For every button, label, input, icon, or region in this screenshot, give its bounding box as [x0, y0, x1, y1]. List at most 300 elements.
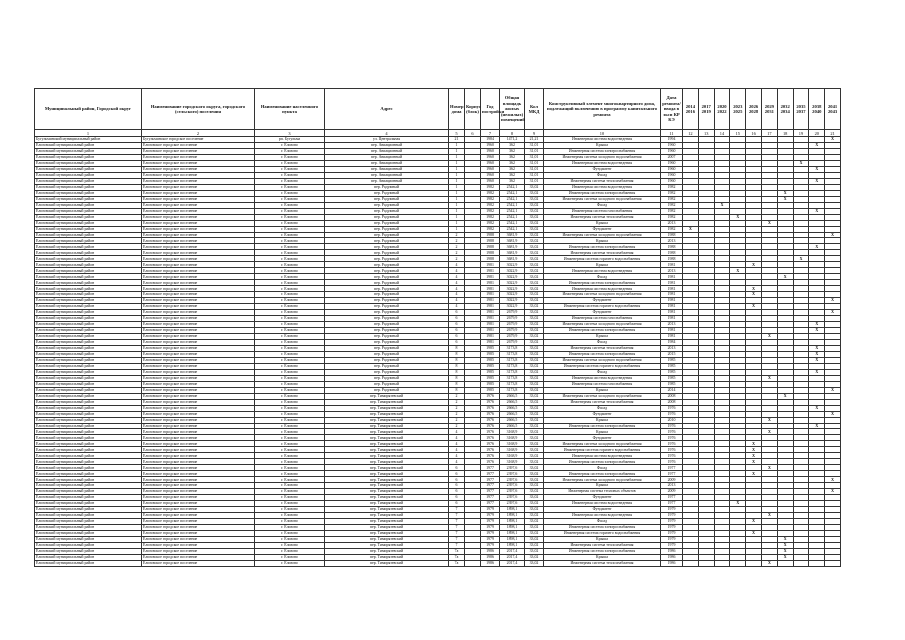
table-cell: Крыша	[544, 333, 661, 339]
column-header: Муниципальный район, Городской округ	[35, 89, 142, 130]
table-cell: 33,02	[525, 310, 544, 316]
table-cell: 33,02	[525, 292, 544, 298]
table-cell: 33,02	[525, 495, 544, 501]
table-cell: Инженерная система горячего водоснабжения	[544, 447, 661, 453]
table-cell: пер. Тимирязевский	[325, 483, 449, 489]
table-cell: 1982	[481, 214, 500, 220]
column-number: 11	[661, 130, 683, 137]
table-cell: пер. Тимирязевский	[325, 548, 449, 554]
table-cell: 1985	[661, 375, 683, 381]
table-cell: пер. Тимирязевский	[325, 519, 449, 525]
period-mark: X	[761, 429, 777, 435]
table-cell: Елизовский муниципальный район	[35, 142, 142, 148]
table-cell: 4	[449, 447, 465, 453]
table-cell: 33,02	[525, 208, 544, 214]
table-cell: 2008	[661, 399, 683, 405]
table-cell: 1	[449, 202, 465, 208]
table-cell: 1	[449, 148, 465, 154]
table-cell: пер. Тимирязевский	[325, 465, 449, 471]
table-cell: 2397,6	[500, 483, 525, 489]
table-cell: Елизовский муниципальный район	[35, 483, 142, 489]
table-cell: 1	[449, 190, 465, 196]
table-cell: 1985	[481, 363, 500, 369]
table-cell: 7а	[449, 560, 465, 566]
table-cell: г. Елизово	[255, 226, 325, 232]
table-cell: 7	[449, 513, 465, 519]
table-cell: 1	[449, 154, 465, 160]
table-cell: 2	[449, 250, 465, 256]
table-cell: 1960	[481, 142, 500, 148]
table-cell: пер. Тимирязевский	[325, 471, 449, 477]
table-cell: Елизовское городское поселение	[142, 423, 255, 429]
table-cell: Инженерная система электроснабжения	[544, 280, 661, 286]
table-cell: 1960	[481, 154, 500, 160]
table-cell: 31,01	[525, 160, 544, 166]
table-cell: 1979	[661, 507, 683, 513]
table-cell: 33,02	[525, 536, 544, 542]
period-mark: X	[793, 160, 809, 166]
table-cell: Елизовское городское поселение	[142, 536, 255, 542]
period-mark: X	[746, 286, 762, 292]
table-cell: 1471,2	[500, 137, 525, 143]
period-cell	[730, 560, 746, 566]
table-cell: 1985	[481, 381, 500, 387]
table-cell: 33,02	[525, 399, 544, 405]
table-cell: Елизовское городское поселение	[142, 322, 255, 328]
table-cell: 4	[449, 292, 465, 298]
table-cell: 2542,1	[500, 208, 525, 214]
table-cell: 7	[449, 536, 465, 542]
table-cell: Елизовский муниципальный район	[35, 495, 142, 501]
table-cell: Инженерная система теплоснабжения	[544, 250, 661, 256]
table-cell: 1981	[661, 292, 683, 298]
table-cell: 1960	[661, 160, 683, 166]
table-cell: 3022,9	[500, 274, 525, 280]
table-cell: пер. Радужный	[325, 333, 449, 339]
table-cell: г. Елизово	[255, 435, 325, 441]
table-cell: 2009	[661, 477, 683, 483]
table-cell: г. Елизово	[255, 154, 325, 160]
period-mark: X	[809, 322, 825, 328]
table-cell: 1977	[481, 489, 500, 495]
table-cell: г. Елизово	[255, 160, 325, 166]
period-mark: X	[746, 471, 762, 477]
column-header: Наименование населенного пункта	[255, 89, 325, 130]
table-cell: г. Елизово	[255, 501, 325, 507]
table-cell: Инженерная система электроснабжения	[544, 524, 661, 530]
table-cell: Фасад	[544, 339, 661, 345]
table-cell: 3173,8	[500, 387, 525, 393]
period-mark: X	[809, 208, 825, 214]
table-cell: пер. Авиационный	[325, 178, 449, 184]
period-mark: X	[809, 423, 825, 429]
table-cell: Елизовский муниципальный район	[35, 489, 142, 495]
table-cell: Елизовское городское поселение	[142, 548, 255, 554]
table-cell: Елизовское городское поселение	[142, 530, 255, 536]
period-mark: X	[777, 274, 793, 280]
table-cell: 1988	[481, 250, 500, 256]
table-cell: г. Елизово	[255, 274, 325, 280]
table-cell: пер. Авиационный	[325, 148, 449, 154]
table-cell: Елизовское городское поселение	[142, 489, 255, 495]
table-cell: 7а	[449, 554, 465, 560]
period-mark: X	[809, 328, 825, 334]
table-cell: 31,01	[525, 148, 544, 154]
table-cell: пер. Тимирязевский	[325, 441, 449, 447]
table-cell: Инженерная система холодного водоснабжения	[544, 477, 661, 483]
table-cell: 4	[449, 453, 465, 459]
table-cell: 1	[449, 184, 465, 190]
table-cell: Елизовское городское поселение	[142, 381, 255, 387]
table-cell: Инженерная система тепловых объектов	[544, 489, 661, 495]
table-cell: ул. Центральная	[325, 137, 449, 143]
table-cell: г. Елизово	[255, 536, 325, 542]
column-header: Дата ремонта/ввода в эксп КР КЭ	[661, 89, 683, 130]
table-cell: 1981	[481, 262, 500, 268]
table-cell: Елизовский муниципальный район	[35, 381, 142, 387]
table-cell: 2397,6	[500, 477, 525, 483]
table-cell: Елизовское городское поселение	[142, 202, 255, 208]
table-cell: 33,02	[525, 286, 544, 292]
table-cell: г. Елизово	[255, 190, 325, 196]
table-cell: 1981	[481, 292, 500, 298]
table-cell: 2013	[661, 220, 683, 226]
table-cell: 362	[500, 148, 525, 154]
table-cell: Елизовское городское поселение	[142, 333, 255, 339]
table-cell: 1976	[481, 429, 500, 435]
period-mark: X	[777, 536, 793, 542]
table-cell: рп. Бугульма	[255, 137, 325, 143]
table-cell: 1898,1	[500, 536, 525, 542]
table-cell: г. Елизово	[255, 441, 325, 447]
table-cell: Елизовский муниципальный район	[35, 435, 142, 441]
table-cell: пер. Радужный	[325, 387, 449, 393]
period-mark: X	[761, 417, 777, 423]
table-cell: Фасад	[544, 405, 661, 411]
table-cell: 33,02	[525, 274, 544, 280]
table-cell: 1979	[661, 524, 683, 530]
table-cell: пер. Авиационный	[325, 172, 449, 178]
table-cell: 1960	[661, 166, 683, 172]
table-cell: 8	[449, 387, 465, 393]
period-mark: X	[777, 548, 793, 554]
table-cell: Елизовское городское поселение	[142, 274, 255, 280]
table-cell: Елизовское городское поселение	[142, 166, 255, 172]
table-cell: 6	[449, 489, 465, 495]
table-cell: Крыша	[544, 483, 661, 489]
table-cell: 1986	[661, 560, 683, 566]
table-cell: Елизовский муниципальный район	[35, 202, 142, 208]
table-cell: пер. Тимирязевский	[325, 524, 449, 530]
column-header: Год постройки	[481, 89, 500, 130]
table-cell: 2013	[661, 322, 683, 328]
table-cell: Инженерная система холодного водоснабжения	[544, 322, 661, 328]
period-mark: X	[777, 542, 793, 548]
table-cell: 33,02	[525, 375, 544, 381]
table-cell: 1985	[481, 375, 500, 381]
period-mark: X	[746, 262, 762, 268]
column-number: 7	[481, 130, 500, 137]
period-mark: X	[793, 256, 809, 262]
table-cell: пер. Тимирязевский	[325, 459, 449, 465]
table-cell: 3022,9	[500, 268, 525, 274]
table-cell: 1981	[661, 328, 683, 334]
table-cell: г. Елизово	[255, 172, 325, 178]
table-cell: 3173,8	[500, 351, 525, 357]
table-cell: 2666,5	[500, 423, 525, 429]
table-cell: 2542,1	[500, 196, 525, 202]
table-cell: г. Елизово	[255, 369, 325, 375]
table-cell: 6	[449, 483, 465, 489]
table-cell: г. Елизово	[255, 238, 325, 244]
table-cell: пер. Тимирязевский	[325, 429, 449, 435]
table-cell: 1981	[481, 322, 500, 328]
table-cell: 33,02	[525, 471, 544, 477]
table-cell: Елизовское городское поселение	[142, 292, 255, 298]
table-cell: пер. Тимирязевский	[325, 417, 449, 423]
table-cell: Елизовский муниципальный район	[35, 220, 142, 226]
table-cell: Елизовский муниципальный район	[35, 477, 142, 483]
table-cell: Елизовский муниципальный район	[35, 310, 142, 316]
table-cell: 33,02	[525, 524, 544, 530]
table-cell: Елизовское городское поселение	[142, 238, 255, 244]
table-cell: Фасад	[544, 465, 661, 471]
table-cell: г. Елизово	[255, 459, 325, 465]
period-mark: X	[825, 411, 841, 417]
table-cell: пер. Авиационный	[325, 160, 449, 166]
table-cell: пер. Тимирязевский	[325, 560, 449, 566]
table-cell: Елизовский муниципальный район	[35, 214, 142, 220]
table-cell: г. Елизово	[255, 304, 325, 310]
table-cell: Крыша	[544, 429, 661, 435]
table-cell: г. Елизово	[255, 244, 325, 250]
table-cell: 2013	[661, 483, 683, 489]
table-cell: Бугульминское городское поселение	[142, 137, 255, 143]
table-cell: Фундамент	[544, 435, 661, 441]
table-cell: Елизовское городское поселение	[142, 465, 255, 471]
table-cell: Елизовское городское поселение	[142, 160, 255, 166]
table-cell: пер. Радужный	[325, 316, 449, 322]
period-mark: X	[761, 220, 777, 226]
table-cell: 2013	[661, 268, 683, 274]
table-cell: г. Елизово	[255, 339, 325, 345]
table-cell: г. Елизово	[255, 542, 325, 548]
table-cell: 2397,6	[500, 489, 525, 495]
table-cell: Елизовское городское поселение	[142, 268, 255, 274]
table-cell: Инженерная система теплоснабжения	[544, 345, 661, 351]
table-cell: пер. Радужный	[325, 351, 449, 357]
table-cell: Елизовское городское поселение	[142, 441, 255, 447]
table-cell: Крыша	[544, 554, 661, 560]
table-cell: Елизовское городское поселение	[142, 524, 255, 530]
table-cell: 1979	[481, 524, 500, 530]
table-cell: Инженерная система холодного водоснабжения	[544, 154, 661, 160]
period-mark: X	[761, 513, 777, 519]
table-cell: 1977	[481, 471, 500, 477]
table-cell: г. Елизово	[255, 196, 325, 202]
table-cell: пер. Радужный	[325, 250, 449, 256]
table-cell: Инженерная система теплоснабжения	[544, 214, 661, 220]
table-cell: Инженерная система холодного водоснабжения	[544, 292, 661, 298]
table-cell: г. Елизово	[255, 471, 325, 477]
table-cell: 33,02	[525, 441, 544, 447]
table-cell: 1982	[661, 208, 683, 214]
table-cell: 33,02	[525, 250, 544, 256]
table-cell: 1986	[481, 554, 500, 560]
table-cell: 1985	[481, 369, 500, 375]
table-cell: Елизовский муниципальный район	[35, 530, 142, 536]
table-cell: Инженерная система электроснабжения	[544, 471, 661, 477]
table-cell: Елизовское городское поселение	[142, 184, 255, 190]
table-cell: Елизовский муниципальный район	[35, 471, 142, 477]
table-cell: 1982	[481, 196, 500, 202]
table-cell: Елизовское городское поселение	[142, 507, 255, 513]
table-cell: Елизовский муниципальный район	[35, 154, 142, 160]
table-cell: 1960	[481, 148, 500, 154]
table-cell: пер. Радужный	[325, 196, 449, 202]
table-cell: Елизовское городское поселение	[142, 513, 255, 519]
table-cell: 2	[449, 393, 465, 399]
table-cell: Елизовский муниципальный район	[35, 304, 142, 310]
table-cell: 1976	[481, 399, 500, 405]
table-cell: Елизовский муниципальный район	[35, 459, 142, 465]
table-cell: 1	[449, 178, 465, 184]
table-cell: г. Елизово	[255, 513, 325, 519]
table-cell: Елизовское городское поселение	[142, 256, 255, 262]
table-cell: 2542,1	[500, 202, 525, 208]
table-cell: 1960	[481, 178, 500, 184]
table-cell: 33,02	[525, 238, 544, 244]
table-cell: 7	[449, 519, 465, 525]
table-cell: 33,02	[525, 501, 544, 507]
table-cell: 3022,9	[500, 280, 525, 286]
table-cell: 1979	[481, 507, 500, 513]
table-cell: 2397,6	[500, 501, 525, 507]
table-cell: 1986	[661, 548, 683, 554]
table-cell: 1979	[481, 530, 500, 536]
table-cell: 1981	[481, 274, 500, 280]
table-cell: Елизовский муниципальный район	[35, 369, 142, 375]
table-cell: Елизовский муниципальный район	[35, 417, 142, 423]
table-cell: г. Елизово	[255, 363, 325, 369]
table-cell: 33,02	[525, 411, 544, 417]
table-cell: 3173,8	[500, 357, 525, 363]
table-cell: пер. Радужный	[325, 256, 449, 262]
table-cell: 33,02	[525, 429, 544, 435]
table-cell: Елизовское городское поселение	[142, 393, 255, 399]
table-cell: 1982	[481, 226, 500, 232]
table-cell: 2666,5	[500, 405, 525, 411]
column-number: 17	[761, 130, 777, 137]
table-cell: г. Елизово	[255, 554, 325, 560]
table-cell: Фундамент	[544, 298, 661, 304]
table-cell: 1982	[661, 184, 683, 190]
table-cell: Елизовское городское поселение	[142, 357, 255, 363]
table-cell: 3173,8	[500, 363, 525, 369]
table-cell: Елизовское городское поселение	[142, 560, 255, 566]
table-cell: г. Елизово	[255, 268, 325, 274]
table-cell: 8	[449, 351, 465, 357]
table-cell: г. Елизово	[255, 232, 325, 238]
table-cell: 1988	[661, 232, 683, 238]
table-cell: Елизовское городское поселение	[142, 417, 255, 423]
table-cell: Инженерная система теплоснабжения	[544, 399, 661, 405]
table-cell: 1984	[661, 339, 683, 345]
table-cell: г. Елизово	[255, 483, 325, 489]
table-cell: 1982	[481, 190, 500, 196]
table-cell: Елизовское городское поселение	[142, 542, 255, 548]
table-cell: Крыша	[544, 238, 661, 244]
column-header: 2017 2019	[698, 89, 714, 130]
period-mark: X	[809, 166, 825, 172]
column-header: 2014 2016	[683, 89, 699, 130]
column-header: Наименование городского округа, городского (сельского) поселения	[142, 89, 255, 130]
table-cell: 1979	[481, 519, 500, 525]
table-cell: г. Елизово	[255, 280, 325, 286]
table-cell: 4	[449, 435, 465, 441]
table-cell: г. Елизово	[255, 375, 325, 381]
table-cell: 33,02	[525, 244, 544, 250]
table-cell: 33,02	[525, 232, 544, 238]
table-cell: 6	[449, 328, 465, 334]
period-mark: X	[809, 345, 825, 351]
table-cell: Инженерная система водоотведения	[544, 453, 661, 459]
table-cell: Елизовский муниципальный район	[35, 453, 142, 459]
table-cell: 6	[449, 495, 465, 501]
table-cell: 1977	[661, 465, 683, 471]
table-cell: г. Елизово	[255, 166, 325, 172]
table-cell: 1979	[661, 513, 683, 519]
table-cell: 1960	[481, 160, 500, 166]
period-mark: X	[746, 304, 762, 310]
period-mark: X	[730, 214, 746, 220]
table-cell: Инженерная система горячего водоснабжения	[544, 363, 661, 369]
table-cell: Елизовское городское поселение	[142, 196, 255, 202]
table-cell: г. Елизово	[255, 351, 325, 357]
table-cell: Елизовское городское поселение	[142, 310, 255, 316]
table-cell: Елизовское городское поселение	[142, 345, 255, 351]
period-cell	[777, 560, 793, 566]
table-cell: 1976	[661, 423, 683, 429]
table-cell: г. Елизово	[255, 184, 325, 190]
table-cell: Инженерная система электроснабжения	[544, 459, 661, 465]
period-mark: X	[825, 477, 841, 483]
table-cell: г. Елизово	[255, 530, 325, 536]
table-cell: Елизовский муниципальный район	[35, 148, 142, 154]
column-header: Корпус (блок)	[465, 89, 481, 130]
table-cell: пер. Радужный	[325, 345, 449, 351]
table-cell: 362	[500, 166, 525, 172]
table-cell: 4	[449, 441, 465, 447]
table-cell: 31,01	[525, 166, 544, 172]
table-cell: пер. Тимирязевский	[325, 542, 449, 548]
table-cell: пер. Тимирязевский	[325, 447, 449, 453]
table-cell: г. Елизово	[255, 208, 325, 214]
table-cell: пер. Радужный	[325, 184, 449, 190]
table-cell: 2009	[661, 489, 683, 495]
table-cell: 1976	[661, 435, 683, 441]
table-cell: Елизовский муниципальный район	[35, 519, 142, 525]
period-mark: X	[746, 292, 762, 298]
column-number: 10	[544, 130, 661, 137]
table-cell: 1979	[661, 542, 683, 548]
table-cell: 33,02	[525, 542, 544, 548]
table-cell: 3022,9	[500, 262, 525, 268]
table-cell: 2679,9	[500, 339, 525, 345]
table-cell: 33,02	[525, 513, 544, 519]
period-mark: X	[746, 453, 762, 459]
table-cell: 1977	[481, 477, 500, 483]
